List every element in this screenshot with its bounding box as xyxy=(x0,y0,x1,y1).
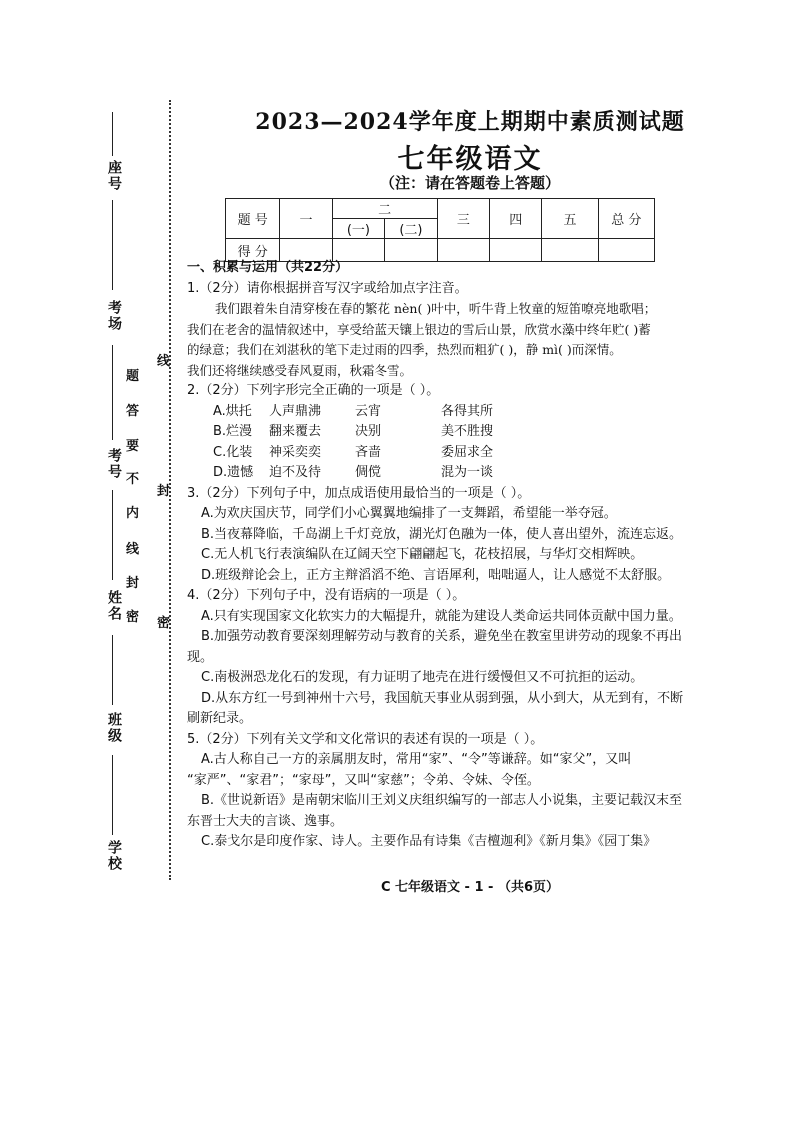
q4-option-c: C.南极洲恐龙化石的发现，有力证明了地壳在进行缓慢但又不可抗拒的运动。 xyxy=(201,670,644,685)
page-footer: C 七年级语文 - 1 - （共6页） xyxy=(380,880,560,895)
question-3-stem: 3.（2分）下列句子中，加点成语使用最恰当的一项是（ ）。 xyxy=(187,485,531,501)
score-row2-label: 得 分 xyxy=(226,239,280,262)
q5-option-b: B.《世说新语》是南朝宋临川王刘义庆组织编写的一部志人小说集，主要记载汉末至 xyxy=(201,793,683,808)
q2-option-b xyxy=(187,422,709,443)
score-table xyxy=(225,198,655,262)
q5-option-c: C.泰戈尔是印度作家、诗人。主要作品有诗集《吉檀迦利》《新月集》《园丁集》 xyxy=(201,834,657,849)
q2-option-word: A.烘托 xyxy=(213,403,252,419)
seal-char: 封 xyxy=(126,576,140,591)
score-row-label: 题 号 xyxy=(226,199,280,239)
question-1-stem: 1.（2分）请你根据拼音写汉字或给加点字注音。 xyxy=(187,280,468,296)
q2-option-word: 吝啬 xyxy=(355,444,382,460)
score-col-5: 五 xyxy=(542,199,598,239)
q3-option-b: B.当夜幕降临，千岛湖上千灯竞放，湖光灯色融为一体，使人喜出望外，流连忘返。 xyxy=(201,526,683,542)
name-line xyxy=(112,490,113,580)
q3-option-c: C.无人机飞行表演编队在辽阔天空下翩翩起飞，花枝招展，与华灯交相辉映。 xyxy=(201,547,644,562)
question-4-stem: 4.（2分）下列句子中，没有语病的一项是（ ）。 xyxy=(187,588,466,603)
q4-option-b: B.加强劳动教育要深刻理解劳动与教育的关系，避免坐在教室里讲劳动的现象不再出 xyxy=(201,629,683,644)
q3-option-a: A.为欢庆国庆节，同学们小心翼翼地编排了一支舞蹈，希望能一举夺冠。 xyxy=(201,506,617,521)
question-2-stem: 2.（2分）下列字形完全正确的一项是（ ）。 xyxy=(187,383,440,398)
school-line xyxy=(112,755,113,835)
q2-option-word: 迫不及待 xyxy=(269,465,322,480)
q2-option-word: 倜傥 xyxy=(355,465,382,480)
seal-char: 答 xyxy=(126,404,140,419)
id-label: 考号 xyxy=(106,448,122,480)
score-col-1: 一 xyxy=(280,199,332,239)
q2-option-word: 人声鼎沸 xyxy=(269,403,322,419)
q2-option-word: 神采奕奕 xyxy=(269,444,322,460)
side-mark: 封 xyxy=(157,484,171,499)
score-col-4: 四 xyxy=(490,199,542,239)
name-label: 姓名 xyxy=(106,590,122,622)
q2-option-word: C.化装 xyxy=(213,444,253,460)
q2-option-word: 各得其所 xyxy=(441,403,494,419)
side-mark: 密 xyxy=(157,616,171,631)
section-heading: 一、积累与运用（共22分） xyxy=(187,260,349,275)
q2-option-word: 美不胜搜 xyxy=(441,424,494,439)
seat-line xyxy=(112,112,113,156)
id-line xyxy=(112,345,113,440)
score-col-3: 三 xyxy=(437,199,489,239)
q2-option-c xyxy=(187,443,709,464)
q4-option-d-cont: 刷新纪录。 xyxy=(187,711,253,726)
q5-option-a-cont: “家严”、“家君”；“家母”，又叫“家慈”；令弟、令妹、令侄。 xyxy=(187,772,540,788)
q4-option-d: D.从东方红一号到神州十六号，我国航天事业从弱到强，从小到大，从无到有，不断 xyxy=(201,690,684,706)
exam-note: （注：请在答题卷上答题） xyxy=(379,174,560,192)
side-mark: 线 xyxy=(157,354,171,369)
q2-option-word: D.遗憾 xyxy=(213,465,254,480)
q1-passage-line: 的绿意；我们在刘湛秋的笔下走过雨的四季，热烈而粗犷( )，静 mì( )而深情。 xyxy=(187,342,622,357)
q2-option-word: 决别 xyxy=(355,424,382,439)
q2-option-word: B.烂漫 xyxy=(213,424,253,439)
question-content xyxy=(187,258,709,853)
q2-option-word: 翻来覆去 xyxy=(269,424,322,439)
q5-option-a: A.古人称自己一方的亲属朋友时，常用“家”、“令”等谦辞。如“家父”，又叫 xyxy=(201,752,632,767)
q3-option-d: D.班级辩论会上，正方主辩滔滔不绝、言语犀利，咄咄逼人，让人感觉不太舒服。 xyxy=(201,567,671,583)
seal-char: 要 xyxy=(126,439,140,454)
seat-label: 座号 xyxy=(106,160,122,192)
q1-passage-line: 我们在老舍的温情叙述中，享受给蓝天镶上银边的雪后山景，欣赏水藻中终年贮( )蓄 xyxy=(187,321,651,337)
q2-option-word: 混为一谈 xyxy=(441,465,494,480)
q4-option-b-cont: 现。 xyxy=(187,649,214,665)
class-line xyxy=(112,635,113,705)
exam-title: 2023—2024学年度上期期中素质测试题 xyxy=(255,109,685,135)
room-line xyxy=(112,200,113,290)
q1-passage-line: 我们还将继续感受春风夏雨，秋霜冬雪。 xyxy=(187,362,413,378)
score-col-total: 总 分 xyxy=(598,199,654,239)
q2-option-a xyxy=(187,402,709,423)
question-5-stem: 5.（2分）下列有关文学和文化常识的表述有误的一项是（ ）。 xyxy=(187,731,544,747)
seal-char: 内 xyxy=(126,506,140,521)
score-col-2: 二 xyxy=(332,199,437,219)
score-col-2-sub1: (一) xyxy=(332,219,385,239)
q1-passage-line: 我们跟着朱自清穿梭在春的繁花 nèn( )叶中，听牛背上牧童的短笛嘹亮地歌唱； xyxy=(215,301,657,316)
q5-option-b-cont: 东晋士大夫的言谈、逸事。 xyxy=(187,813,344,829)
q2-option-word: 委屈求全 xyxy=(441,444,494,460)
exam-subtitle: 七年级语文 xyxy=(397,144,543,175)
seal-char: 题 xyxy=(126,369,140,384)
seal-char: 密 xyxy=(126,610,140,625)
q4-option-a: A.只有实现国家文化软实力的大幅提升，就能为建设人类命运共同体贡献中国力量。 xyxy=(201,608,682,624)
q2-option-word: 云宵 xyxy=(355,403,382,419)
q2-option-d xyxy=(187,463,709,484)
binding-margin xyxy=(0,0,180,1123)
score-col-2-sub2: (二) xyxy=(385,219,438,239)
seal-char: 线 xyxy=(126,542,140,557)
seal-char: 不 xyxy=(126,472,140,487)
class-label: 班级 xyxy=(106,712,122,744)
school-label: 学校 xyxy=(106,840,122,872)
seal-dotted-line xyxy=(169,100,171,880)
room-label: 考场 xyxy=(106,300,122,332)
